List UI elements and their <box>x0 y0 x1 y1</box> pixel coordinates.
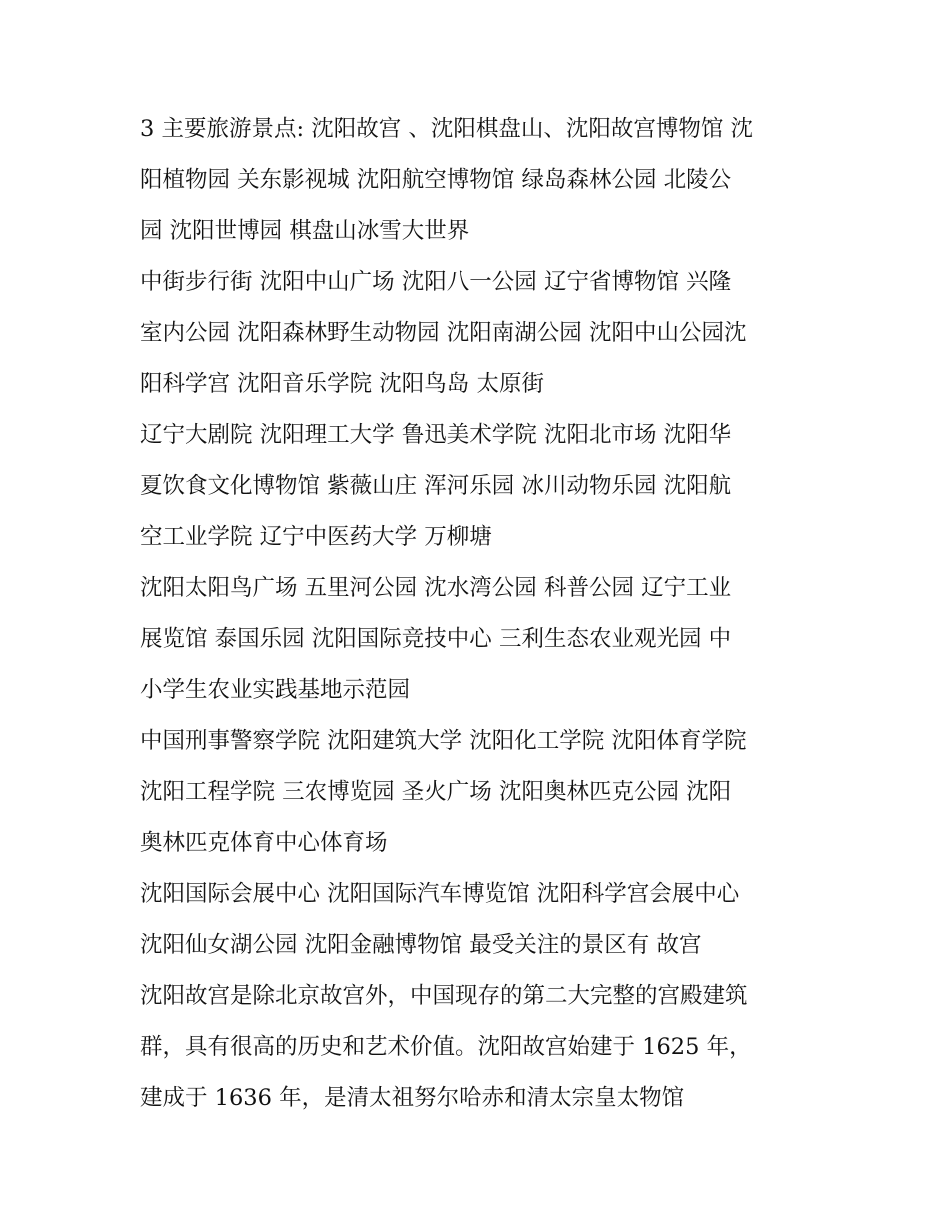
text-line: 阳植物园 关东影视城 沈阳航空博物馆 绿岛森林公园 北陵公 <box>140 167 732 193</box>
text-line: 建成于 1636 年，是清太祖努尔哈赤和清太宗皇太物馆 <box>140 1085 685 1111</box>
text-line: 中国刑事警察学院 沈阳建筑大学 沈阳化工学院 沈阳体育学院 <box>140 728 747 754</box>
text-line: 空工业学院 辽宁中医药大学 万柳塘 <box>140 524 492 550</box>
text-line: 辽宁大剧院 沈阳理工大学 鲁迅美术学院 沈阳北市场 沈阳华 <box>140 422 732 448</box>
text-line: 群，具有很高的历史和艺术价值。沈阳故宫始建于 1625 年， <box>140 1034 752 1060</box>
text-line: 阳科学宫 沈阳音乐学院 沈阳鸟岛 太原街 <box>140 371 544 397</box>
text-line: 沈阳仙女湖公园 沈阳金融博物馆 最受关注的景区有 故宫 <box>140 932 702 958</box>
text-line: 园 沈阳世博园 棋盘山冰雪大世界 <box>140 218 470 244</box>
text-line: 夏饮食文化博物馆 紫薇山庄 浑河乐园 冰川动物乐园 沈阳航 <box>140 473 732 499</box>
text-line: 奥林匹克体育中心体育场 <box>140 830 388 856</box>
text-line: 沈阳工程学院 三农博览园 圣火广场 沈阳奥林匹克公园 沈阳 <box>140 779 732 805</box>
text-line: 小学生农业实践基地示范园 <box>140 677 411 703</box>
text-line: 室内公园 沈阳森林野生动物园 沈阳南湖公园 沈阳中山公园沈 <box>140 320 747 346</box>
text-line: 展览馆 泰国乐园 沈阳国际竞技中心 三利生态农业观光园 中 <box>140 626 732 652</box>
document-body <box>140 104 820 1124</box>
text-line: 沈阳太阳鸟广场 五里河公园 沈水湾公园 科普公园 辽宁工业 <box>140 575 732 601</box>
text-line: 3 主要旅游景点: 沈阳故宫 、沈阳棋盘山、沈阳故宫博物馆 沈 <box>140 116 754 142</box>
text-line: 中街步行街 沈阳中山广场 沈阳八一公园 辽宁省博物馆 兴隆 <box>140 269 732 295</box>
text-line: 沈阳故宫是除北京故宫外，中国现存的第二大完整的宫殿建筑 <box>140 983 748 1009</box>
text-line: 沈阳国际会展中心 沈阳国际汽车博览馆 沈阳科学宫会展中心 <box>140 881 740 907</box>
